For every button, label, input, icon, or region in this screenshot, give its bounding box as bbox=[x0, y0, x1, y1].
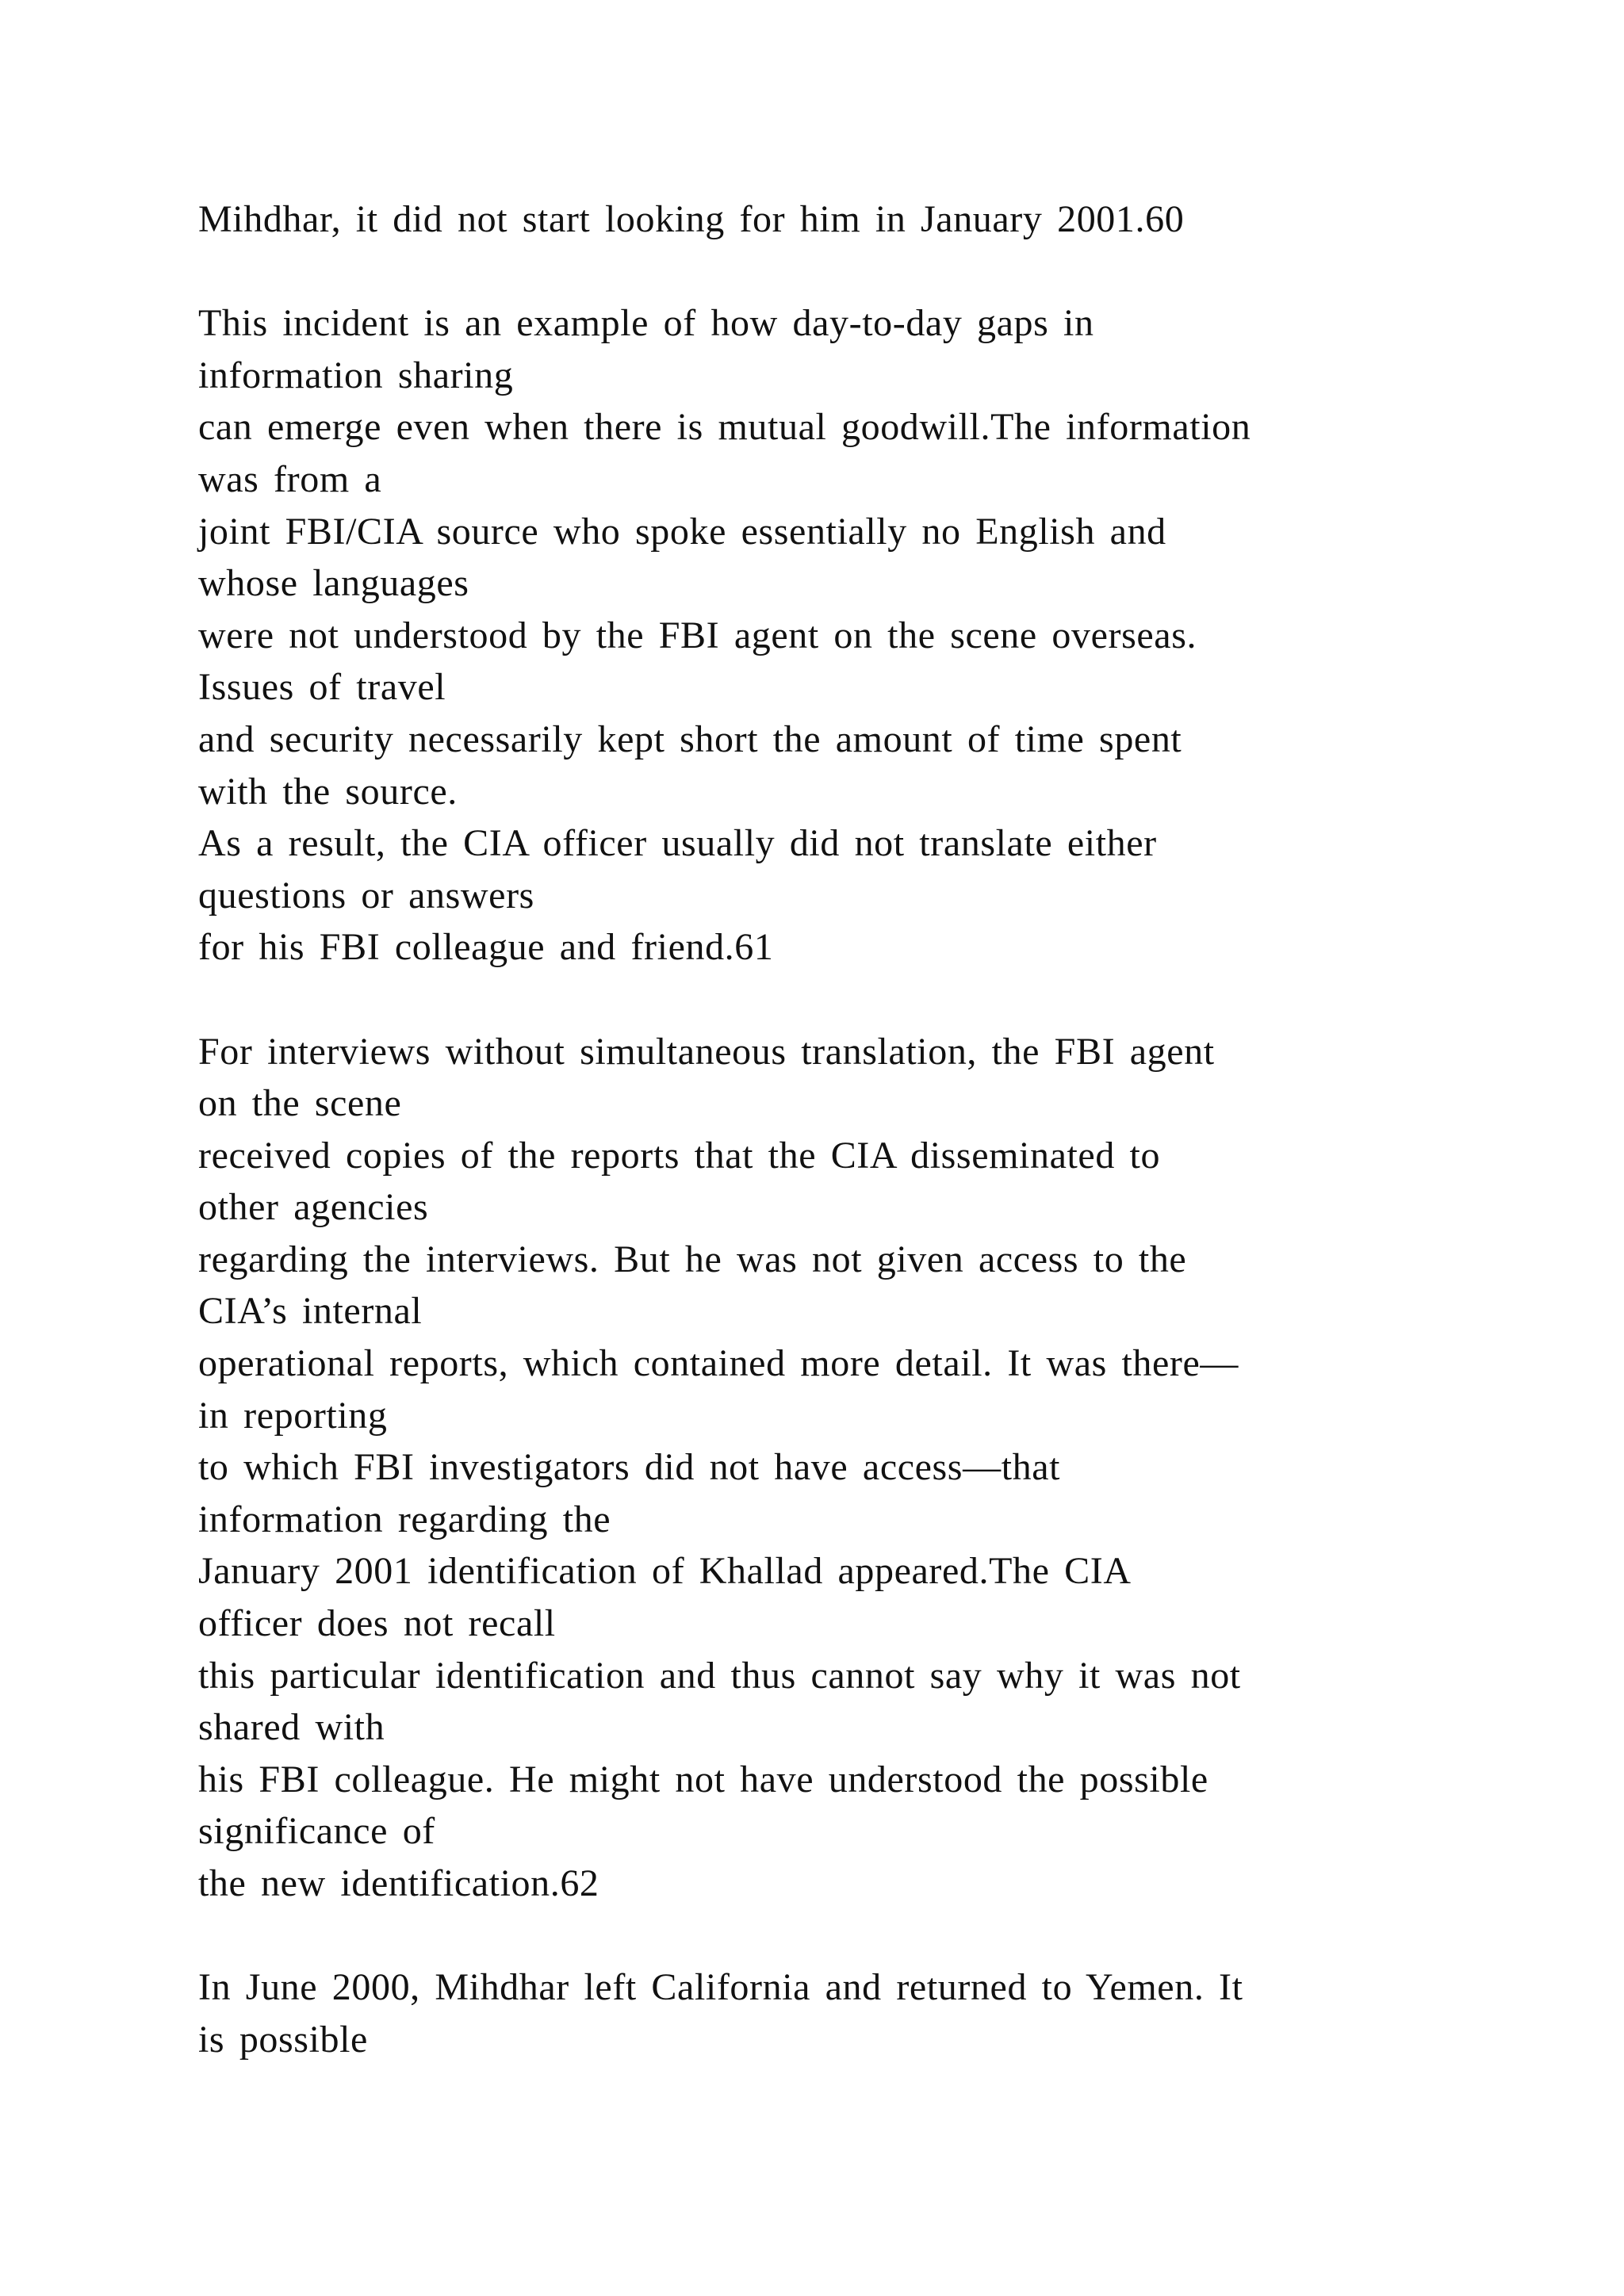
text-line: this particular identification and thus cannot say why it was not bbox=[198, 1654, 1241, 1697]
text-line: questions or answers bbox=[198, 874, 534, 916]
text-line: whose languages bbox=[198, 562, 469, 605]
text-line: received copies of the reports that the CIA disseminated to bbox=[198, 1134, 1161, 1177]
text-line: was from a bbox=[198, 457, 382, 500]
text-line: operational reports, which contained more detail. It was there— bbox=[198, 1342, 1239, 1385]
text-line: other agencies bbox=[198, 1186, 429, 1229]
text-line: on the scene bbox=[198, 1082, 402, 1125]
text-line: CIA’s internal bbox=[198, 1290, 423, 1333]
text-line: for his FBI colleague and friend.61 bbox=[198, 926, 774, 969]
text-line: is possible bbox=[198, 2018, 368, 2061]
text-line: his FBI colleague. He might not have understood the possible bbox=[198, 1758, 1208, 1800]
paragraph-gap bbox=[198, 246, 1435, 298]
text-line: joint FBI/CIA source who spoke essentially no English and bbox=[198, 510, 1166, 553]
text-line: shared with bbox=[198, 1706, 385, 1749]
text-line: This incident is an example of how day-to-day gaps in bbox=[198, 302, 1094, 345]
text-line: information regarding the bbox=[198, 1498, 611, 1540]
text-line: officer does not recall bbox=[198, 1602, 556, 1645]
text-line: can emerge even when there is mutual goodwill.The information bbox=[198, 406, 1251, 449]
document-text bbox=[198, 193, 1435, 2065]
text-line: to which FBI investigators did not have access—that bbox=[198, 1446, 1061, 1489]
paragraph-gap bbox=[198, 974, 1435, 1026]
text-line: Mihdhar, it did not start looking for him in January 2001.60 bbox=[198, 198, 1185, 240]
paragraph-gap bbox=[198, 1910, 1435, 1962]
text-line: For interviews without simultaneous translation, the FBI agent bbox=[198, 1030, 1215, 1073]
text-line: and security necessarily kept short the amount of time spent bbox=[198, 718, 1182, 760]
text-line: significance of bbox=[198, 1810, 435, 1853]
text-line: information sharing bbox=[198, 354, 514, 396]
text-line: January 2001 identification of Khallad appeared.The CIA bbox=[198, 1550, 1132, 1593]
text-line: In June 2000, Mihdhar left California and returned to Yemen. It bbox=[198, 1966, 1243, 2009]
text-line: in reporting bbox=[198, 1394, 388, 1437]
text-line: As a result, the CIA officer usually did not translate either bbox=[198, 822, 1157, 865]
text-line: with the source. bbox=[198, 770, 458, 813]
text-line: the new identification.62 bbox=[198, 1862, 599, 1904]
text-line: Issues of travel bbox=[198, 666, 446, 709]
text-line: were not understood by the FBI agent on the scene overseas. bbox=[198, 614, 1197, 656]
text-line: regarding the interviews. But he was not given access to the bbox=[198, 1238, 1187, 1280]
